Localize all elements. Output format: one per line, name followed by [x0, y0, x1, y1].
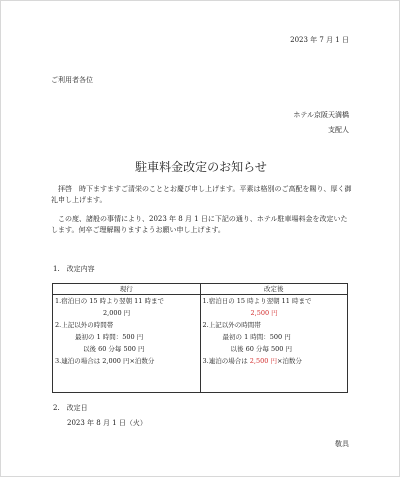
first-hour-fee: 最初の 1 時間：500 円	[222, 333, 291, 341]
sender-role: 支配人	[328, 126, 349, 134]
consecutive-price-new: 2,500 円	[249, 357, 277, 365]
table-header-revised: 改定後	[200, 284, 348, 295]
consecutive-suffix: ×泊数分	[129, 357, 155, 365]
document-title: 駐車料金改定のお知らせ	[135, 160, 267, 174]
announcement-paragraph: この度、諸般の事情により、2023 年 8 月 1 日に下記の通り、ホテル駐車場料金を改定いたします。何卒ご理解賜りますようお願い申し上げます。	[51, 215, 348, 234]
effective-date: 2023 年 8 月 1 日（火）	[67, 419, 147, 427]
greeting-paragraph: 拝啓 時下ますますご清栄のこととお慶び申し上げます。平素は格別のご高配を賜り、厚く御礼申し上げます。	[51, 185, 352, 204]
document-date: 2023 年 7 月 1 日	[290, 36, 349, 44]
section-heading-date: 2. 改定日	[53, 404, 88, 412]
table-header-current: 現行	[53, 284, 201, 295]
overnight-price-new: 2,500 円	[250, 309, 278, 317]
sender-organization: ホテル京阪天満橋	[293, 111, 349, 119]
fee-comparison-table	[52, 283, 348, 393]
overnight-price: 2,000 円	[103, 309, 131, 317]
recipient-line: ご利用者各位	[51, 76, 93, 84]
closing-remark: 敬具	[335, 440, 349, 448]
overnight-rule: 1.宿泊日の 15 時より翌朝 11 時まで	[55, 297, 165, 305]
revised-fee-cell	[200, 295, 348, 393]
overnight-rule: 1.宿泊日の 15 時より翌朝 11 時まで	[202, 297, 312, 305]
consecutive-prefix: 3.連泊の場合は	[202, 357, 250, 365]
consecutive-stay-rule	[53, 355, 200, 367]
consecutive-prefix: 3.連泊の場合は	[55, 357, 103, 365]
subsequent-fee: 以後 60 分毎 500 円	[230, 345, 292, 353]
section-heading-revision: 1. 改定内容	[53, 265, 95, 273]
other-hours-rule: 2.上記以外の時間帯	[55, 321, 114, 329]
subsequent-fee: 以後 60 分毎 500 円	[83, 345, 145, 353]
consecutive-price: 2,000 円	[102, 357, 130, 365]
first-hour-fee: 最初の 1 時間：500 円	[75, 333, 144, 341]
consecutive-stay-rule	[201, 355, 348, 367]
current-fee-cell	[53, 295, 201, 393]
consecutive-suffix: ×泊数分	[276, 357, 302, 365]
other-hours-rule: 2.上記以外の時間帯	[202, 321, 261, 329]
